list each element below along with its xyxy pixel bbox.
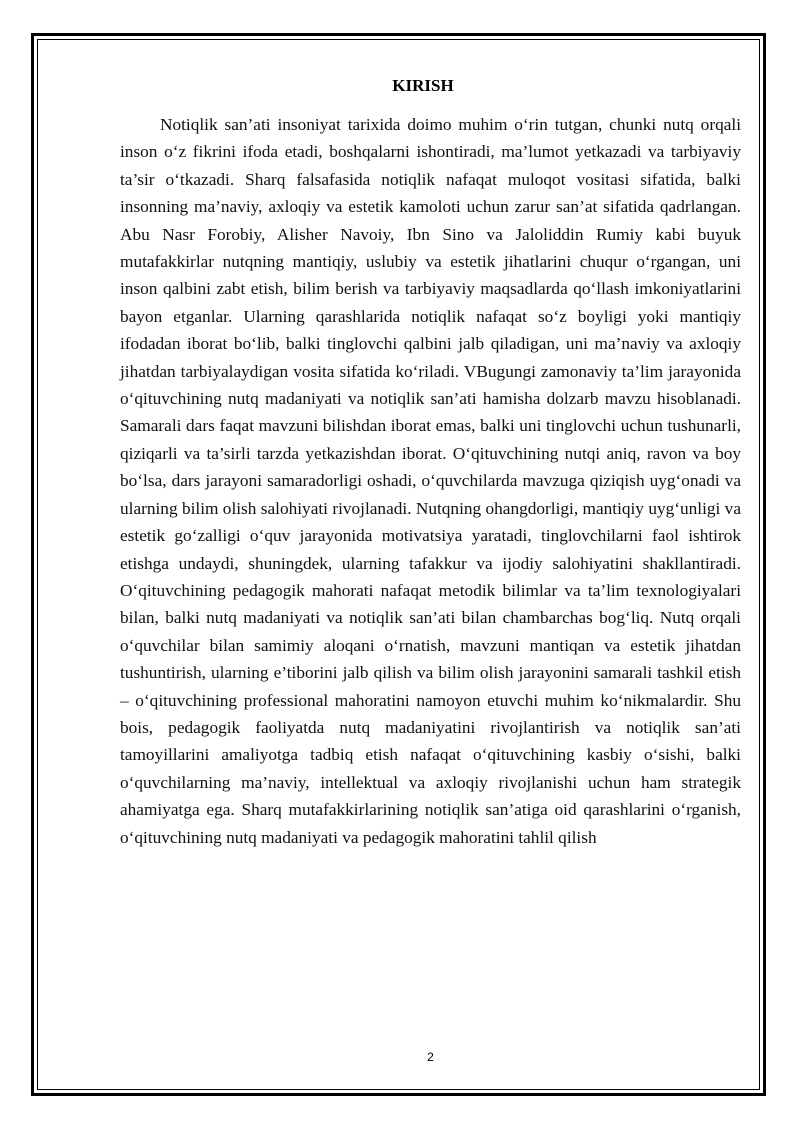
- section-title: KIRISH: [392, 76, 454, 95]
- body-paragraph: Notiqlik san’ati insoniyat tarixida doimo muhim o‘rin tutgan, chunki nutq orqali inson o‘z fikrini ifoda etadi, boshqalarni ishontiradi, ma’lumot yetkazadi va tarbiyaviy ta’sir o‘tkazadi. Sharq falsafasida notiqlik nafaqat muloqot vositasi sifatida, balki insonning ma’naviy, axloqiy va estetik kamoloti uchun zarur san’at sifatida qadrlangan. Abu Nasr Forobiy, Alisher Navoiy, Ibn Sino va Jaloliddin Rumiy kabi buyuk mutafakkirlar nutqning mantiqiy, uslubiy va estetik jihatlarini chuqur o‘rgangan, uni inson qalbini zabt etish, bilim berish va tarbiyaviy maqsadlarda qo‘llash imkoniyatlarini bayon etganlar. Ularning qarashlarida notiqlik nafaqat so‘z boyligi yoki mantiqiy ifodadan iborat bo‘lib, balki tinglovchi qalbini jalb qiladigan, uni ma’naviy va axloqiy jihatdan tarbiyalaydigan vosita sifatida ko‘riladi. VBugungi zamonaviy ta’lim jarayonida o‘qituvchining nutq madaniyati va notiqlik san’ati hamisha dolzarb mavzu hisoblanadi. Samarali dars faqat mavzuni bilishdan iborat emas, balki uni tinglovchi uchun tushunarli, qiziqarli va ta’sirli tarzda yetkazishdan iborat. O‘qituvchining nutqi aniq, ravon va boy bo‘lsa, dars jarayoni samaradorligi oshadi, o‘quvchilarda mavzuga qiziqish uyg‘onadi va ularning bilim olish salohiyati rivojlanadi. Nutqning ohangdorligi, mantiqiy uyg‘unligi va estetik go‘zalligi o‘quv jarayonida motivatsiya yaratadi, tinglovchilarni faol ishtirok etishga undaydi, shuningdek, ularning tafakkur va ijodiy salohiyatini shakllantiradi. O‘qituvchining pedagogik mahorati nafaqat metodik bilimlar va ta’lim texnologiyalari bilan, balki nutq madaniyati va notiqlik san’ati bilan chambarchas bog‘liq. Nutq orqali o‘quvchilar bilan samimiy aloqani o‘rnatish, mavzuni mantiqan va estetik jihatdan tushuntirish, ularning e’tiborini jalb qilish va bilim olish jarayonini samarali tashkil etish – o‘qituvchining professional mahoratini namoyon etuvchi muhim ko‘nikmalardir. Shu bois, pedagogik faoliyatda nutq madaniyatini rivojlantirish va notiqlik san’ati tamoyillarini amaliyotga tadbiq etish nafaqat o‘qituvchining kasbiy o‘sishi, balki o‘quvchilarning ma’naviy, intellektual va axloqiy rivojlanishi uchun ham strategik ahamiyatga ega. Sharq mutafakkirlarining notiqlik san’atiga oid qarashlarini o‘rganish, o‘qituvchining nutq madaniyati va pedagogik mahoratini tahlil qilish: [120, 115, 741, 847]
- page-number: 2: [427, 1050, 434, 1064]
